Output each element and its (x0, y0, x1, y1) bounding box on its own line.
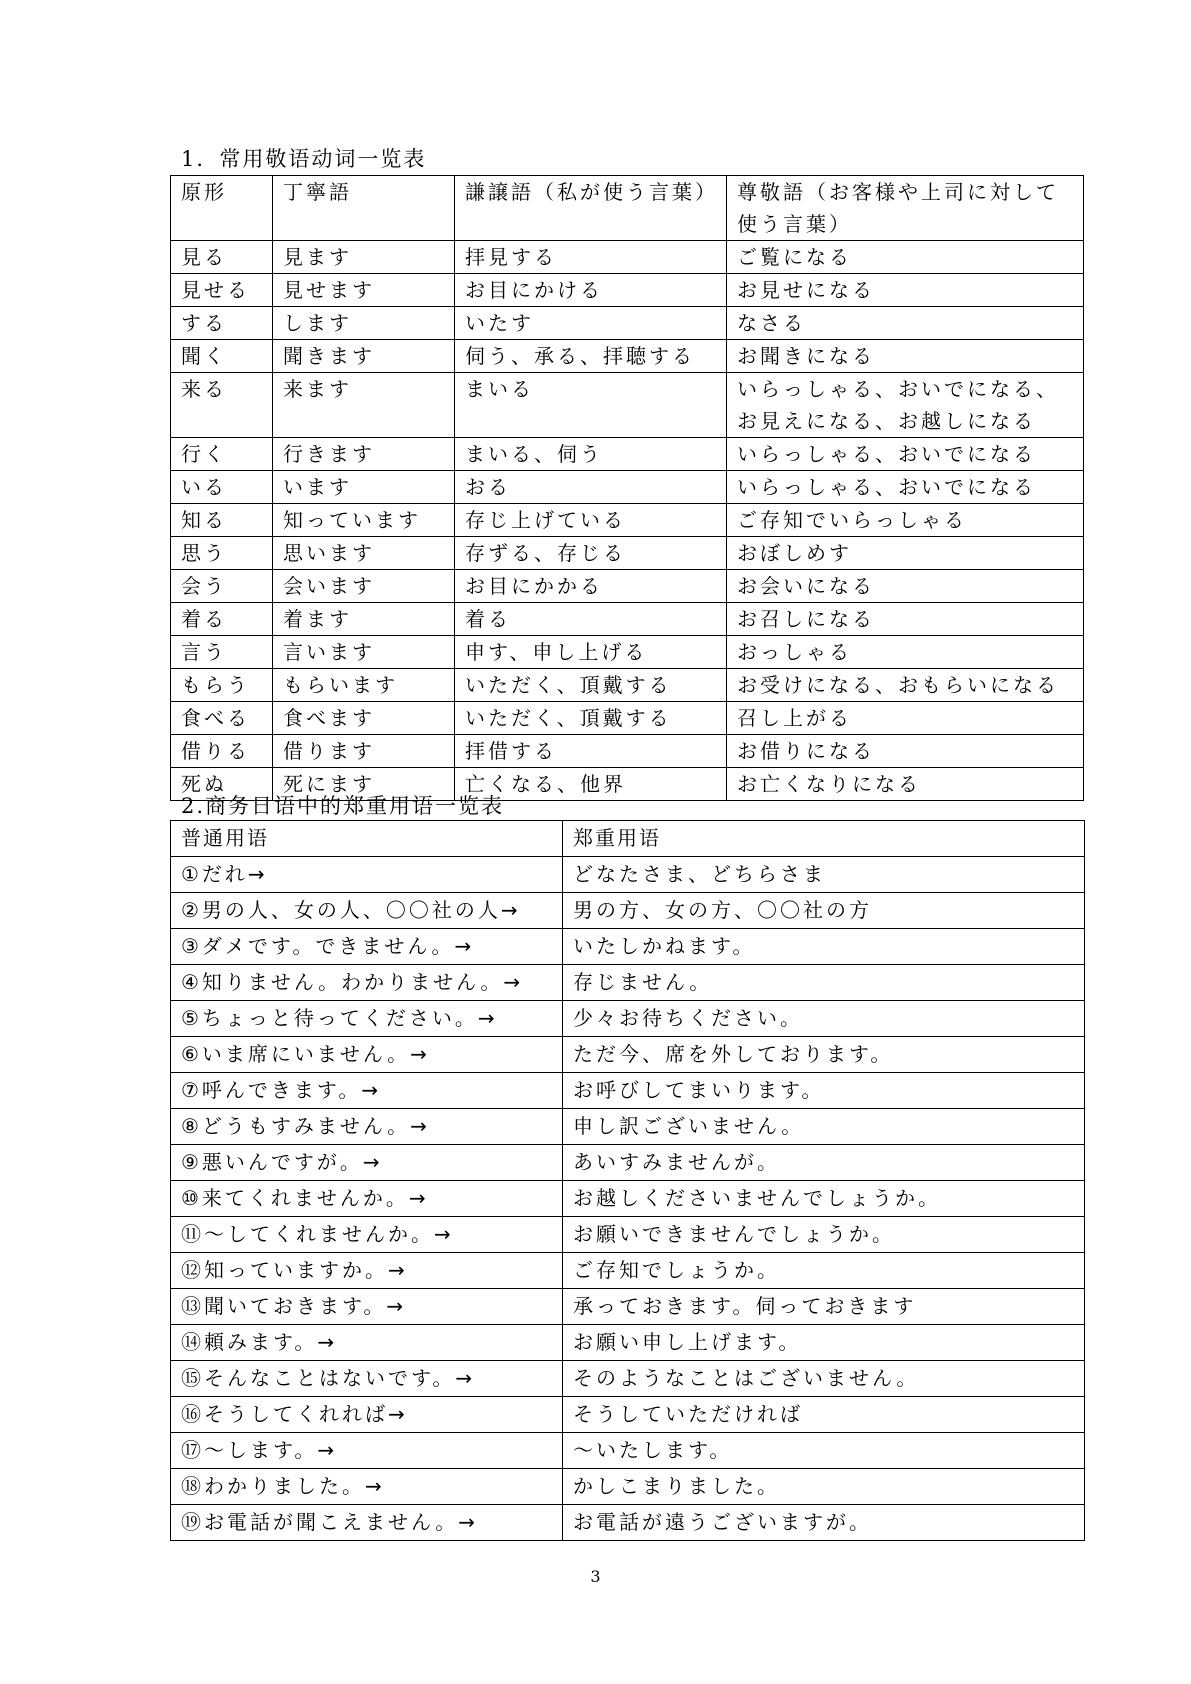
table-cell: おっしゃる (727, 636, 1084, 669)
table-row (171, 1073, 1085, 1109)
table-cell: 見ます (273, 241, 455, 274)
table-cell: おる (455, 471, 727, 504)
table-cell: ⑬聞いておきます。→ (171, 1289, 563, 1325)
table-row (171, 438, 1084, 471)
table-row (171, 1181, 1085, 1217)
table-cell: 亡くなる、他界 (455, 768, 727, 801)
table-cell: いらっしゃる、おいでになる (727, 471, 1084, 504)
table-row (171, 1397, 1085, 1433)
section2-title: 2.商务日语中的郑重用语一览表 (181, 794, 505, 818)
table-cell: 行く (171, 438, 273, 471)
table-cell: ～いたします。 (563, 1433, 1085, 1469)
table-row (171, 1037, 1085, 1073)
table-cell: お越しくださいませんでしょうか。 (563, 1181, 1085, 1217)
table-cell: いただく、頂戴する (455, 669, 727, 702)
table-row (171, 857, 1085, 893)
table-cell: そうしていただければ (563, 1397, 1085, 1433)
table-cell: 少々お待ちください。 (563, 1001, 1085, 1037)
table-cell: 死にます (273, 768, 455, 801)
table-row (171, 669, 1084, 702)
table-cell: いらっしゃる、おいでになる (727, 438, 1084, 471)
table-cell: 申す、申し上げる (455, 636, 727, 669)
table-cell: いらっしゃる、おいでになる、お見えになる、お越しになる (727, 373, 1084, 438)
table-cell: します (273, 307, 455, 340)
table-cell: お会いになる (727, 570, 1084, 603)
table-row (171, 537, 1084, 570)
table-row (171, 1505, 1085, 1541)
table-cell: ⑦呼んできます。→ (171, 1073, 563, 1109)
table-cell: まいる (455, 373, 727, 438)
table-cell: お願い申し上げます。 (563, 1325, 1085, 1361)
table-row (171, 1001, 1085, 1037)
table-row (171, 307, 1084, 340)
table-cell: まいる、伺う (455, 438, 727, 471)
table-cell: 言う (171, 636, 273, 669)
table-header-row (171, 176, 1084, 241)
table-cell: 食べます (273, 702, 455, 735)
table-cell: 会います (273, 570, 455, 603)
table-cell: ⑫知っていますか。→ (171, 1253, 563, 1289)
table-cell: 食べる (171, 702, 273, 735)
page-number: 3 (590, 1567, 601, 1586)
table-cell: 丁寧語 (273, 176, 455, 241)
table-row (171, 471, 1084, 504)
table-cell: ⑰～します。→ (171, 1433, 563, 1469)
table-cell: お借りになる (727, 735, 1084, 768)
table-cell: お聞きになる (727, 340, 1084, 373)
table-cell: 来ます (273, 373, 455, 438)
table-cell: いる (171, 471, 273, 504)
table-cell: お召しになる (727, 603, 1084, 636)
table-cell: 借ります (273, 735, 455, 768)
table-cell: どなたさま、どちらさま (563, 857, 1085, 893)
table-row (171, 1253, 1085, 1289)
table-cell: 男の方、女の方、〇〇社の方 (563, 893, 1085, 929)
table-cell: ⑲お電話が聞こえません。→ (171, 1505, 563, 1541)
table-cell: あいすみませんが。 (563, 1145, 1085, 1181)
table-cell: お受けになる、おもらいになる (727, 669, 1084, 702)
table-cell: いたしかねます。 (563, 929, 1085, 965)
table-cell: 着る (455, 603, 727, 636)
table-cell: 存じ上げている (455, 504, 727, 537)
table-row (171, 1433, 1085, 1469)
table-cell: 思います (273, 537, 455, 570)
table-cell: 謙譲語（私が使う言葉） (455, 176, 727, 241)
table-row (171, 373, 1084, 438)
table-cell: 会う (171, 570, 273, 603)
table-cell: ただ今、席を外しております。 (563, 1037, 1085, 1073)
table-cell: 申し訳ございません。 (563, 1109, 1085, 1145)
table-row (171, 1145, 1085, 1181)
table-cell: 郑重用语 (563, 821, 1085, 857)
table-cell: ⑪～してくれませんか。→ (171, 1217, 563, 1253)
table-row (171, 893, 1085, 929)
keigo-verb-table (170, 175, 1084, 801)
table-cell: ⑭頼みます。→ (171, 1325, 563, 1361)
table-cell: 言います (273, 636, 455, 669)
table-cell: 行きます (273, 438, 455, 471)
table-cell: 普通用语 (171, 821, 563, 857)
table-cell: 拝見する (455, 241, 727, 274)
table-row (171, 702, 1084, 735)
table-cell: 知る (171, 504, 273, 537)
table-cell: ⑨悪いんですが。→ (171, 1145, 563, 1181)
table-cell: ②男の人、女の人、〇〇社の人→ (171, 893, 563, 929)
table-cell: 聞きます (273, 340, 455, 373)
table-cell: ご存知でしょうか。 (563, 1253, 1085, 1289)
table-cell: もらう (171, 669, 273, 702)
table-row (171, 1325, 1085, 1361)
table-row (171, 504, 1084, 537)
table-cell: ⑯そうしてくれれば→ (171, 1397, 563, 1433)
table-cell: ③ダメです。できません。→ (171, 929, 563, 965)
table-row (171, 1109, 1085, 1145)
table-cell: お電話が遠うございますが。 (563, 1505, 1085, 1541)
table-cell: お亡くなりになる (727, 768, 1084, 801)
table-cell: 見せます (273, 274, 455, 307)
table-row (171, 241, 1084, 274)
table-cell: 来る (171, 373, 273, 438)
table-cell: ⑧どうもすみません。→ (171, 1109, 563, 1145)
table-row (171, 603, 1084, 636)
table-cell: 着ます (273, 603, 455, 636)
table-cell: そのようなことはございません。 (563, 1361, 1085, 1397)
table-cell: 死ぬ (171, 768, 273, 801)
table-cell: ④知りません。わかりません。→ (171, 965, 563, 1001)
table-cell: 思う (171, 537, 273, 570)
table-cell: 存じません。 (563, 965, 1085, 1001)
table-cell: 伺う、承る、拝聴する (455, 340, 727, 373)
polite-expression-table (170, 820, 1085, 1541)
table-row (171, 340, 1084, 373)
table-header-row (171, 821, 1085, 857)
table-cell: ⑩来てくれませんか。→ (171, 1181, 563, 1217)
table-cell: なさる (727, 307, 1084, 340)
table-cell: する (171, 307, 273, 340)
table-cell: ⑤ちょっと待ってください。→ (171, 1001, 563, 1037)
table-row (171, 1361, 1085, 1397)
table-cell: 尊敬語（お客様や上司に対して使う言葉） (727, 176, 1084, 241)
table-cell: ①だれ→ (171, 857, 563, 893)
table-cell: かしこまりました。 (563, 1469, 1085, 1505)
table-cell: おぼしめす (727, 537, 1084, 570)
table-row (171, 636, 1084, 669)
table-row (171, 1289, 1085, 1325)
table-cell: お呼びしてまいります。 (563, 1073, 1085, 1109)
table-cell: ご存知でいらっしゃる (727, 504, 1084, 537)
table-cell: ⑥いま席にいません。→ (171, 1037, 563, 1073)
table-cell: 承っておきます。伺っておきます (563, 1289, 1085, 1325)
table-cell: ⑱わかりました。→ (171, 1469, 563, 1505)
table-cell: います (273, 471, 455, 504)
table-cell: ⑮そんなことはないです。→ (171, 1361, 563, 1397)
table-row (171, 1217, 1085, 1253)
table-row (171, 570, 1084, 603)
table-cell: 着る (171, 603, 273, 636)
table-cell: 原形 (171, 176, 273, 241)
table-cell: 見せる (171, 274, 273, 307)
table-cell: ご覧になる (727, 241, 1084, 274)
table-row (171, 274, 1084, 307)
table-cell: お目にかける (455, 274, 727, 307)
table-cell: 借りる (171, 735, 273, 768)
table-cell: 知っています (273, 504, 455, 537)
table-cell: お見せになる (727, 274, 1084, 307)
table-cell: 拝借する (455, 735, 727, 768)
table-cell: 聞く (171, 340, 273, 373)
table-row (171, 965, 1085, 1001)
table-cell: もらいます (273, 669, 455, 702)
table-cell: いたす (455, 307, 727, 340)
table-cell: 見る (171, 241, 273, 274)
table-cell: 召し上がる (727, 702, 1084, 735)
table-cell: お願いできませんでしょうか。 (563, 1217, 1085, 1253)
table-cell: お目にかかる (455, 570, 727, 603)
table-row (171, 1469, 1085, 1505)
table-cell: 存ずる、存じる (455, 537, 727, 570)
table-cell: いただく、頂戴する (455, 702, 727, 735)
table-row (171, 735, 1084, 768)
table-row (171, 929, 1085, 965)
section1-title: 1．常用敬语动词一览表 (181, 147, 427, 171)
